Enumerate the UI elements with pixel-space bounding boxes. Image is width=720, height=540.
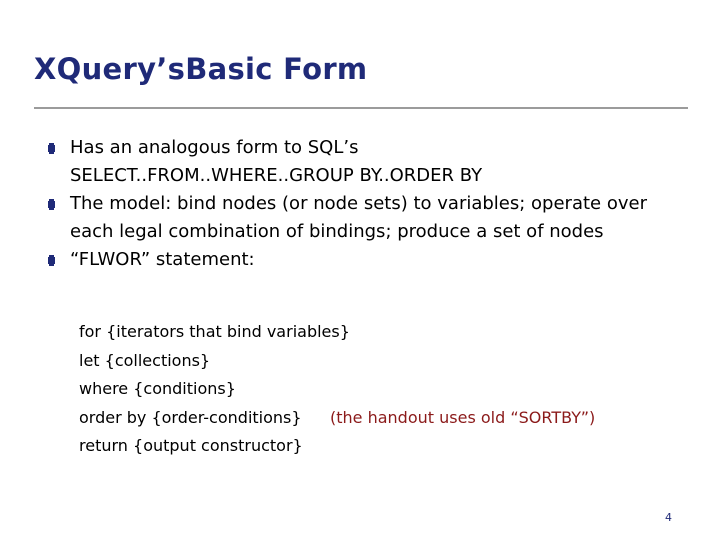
title-divider [34,107,688,109]
flwor-let-clause: let {collections} [79,350,211,370]
bullet-text: “FLWOR” statement: [70,249,255,270]
handout-note: (the handout uses old “SORTBY”) [330,407,596,427]
flwor-where-clause: where {conditions} [79,379,236,398]
bullet-subtext: SELECT..FROM..WHERE..GROUP BY..ORDER BY [70,165,483,186]
slide-title: XQuery’sBasic Form [34,52,368,86]
square-bullet-icon [48,145,55,152]
bullet-list [48,134,688,274]
flwor-for-clause: for {iterators that bind variables} [79,322,350,341]
flwor-order-by-row [79,404,596,433]
bullet-model [48,190,688,246]
bullet-text: The model: bind nodes (or node sets) to variables; operate over each legal combination of bindings; produce a set of nodes [70,193,647,242]
flwor-return-clause: return {output constructor} [79,436,303,455]
flwor-order-by-clause: order by {order-conditions} [79,407,302,427]
bullet-text: Has an analogous form to SQL’s [70,137,359,158]
bullet-flwor [48,246,688,274]
square-bullet-icon [48,201,55,208]
square-bullet-icon [48,257,55,264]
flwor-clause-list [79,318,596,461]
page-number: 4 [665,511,672,524]
bullet-sql-form [48,134,688,190]
